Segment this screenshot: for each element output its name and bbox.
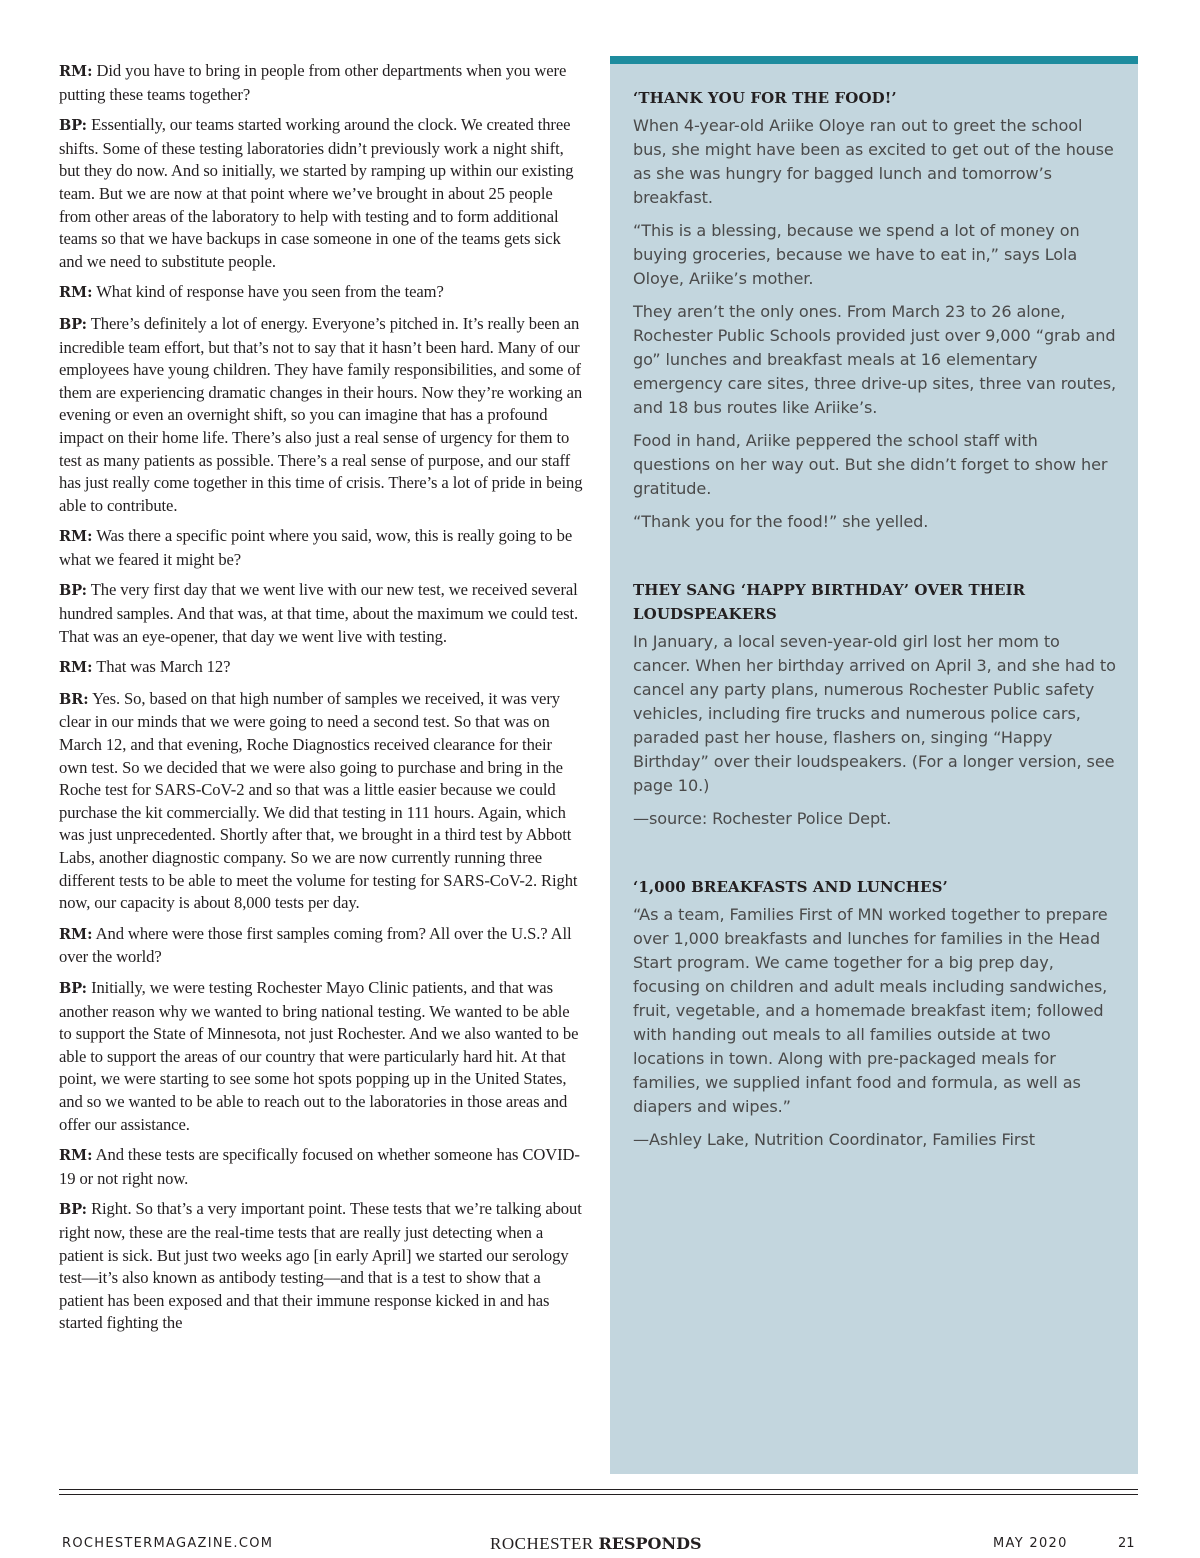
interview-entry bbox=[59, 114, 584, 273]
sidebar-paragraph: “This is a blessing, because we spend a lot of money on buying groceries, because we have to eat in,” says Lola Oloye, Ariike’s mother. bbox=[633, 221, 1080, 288]
interview-entry bbox=[59, 1198, 584, 1335]
speaker-label: RM: bbox=[59, 925, 93, 943]
interview-entry bbox=[59, 656, 584, 680]
interview-text: And these tests are specifically focused on whether someone has COVID-19 or not right now. bbox=[59, 1145, 580, 1188]
speaker-label: RM: bbox=[59, 284, 93, 302]
footer-section-title bbox=[490, 1534, 702, 1554]
interview-entry bbox=[59, 923, 584, 969]
interview-text: Essentially, our teams started working around the clock. We created three shifts. Some of these testing laboratories didn’t previously work a night shift, but they do now. And so initially, we started by ramping up within our existing team. But we are now at that point where we’ve brought in about 25 people from other areas of the laboratory to help with testing and to form additional teams so that we have backups in case someone in one of the teams gets sick and we need to substitute people. bbox=[59, 115, 574, 271]
sidebar-paragraph: They aren’t the only ones. From March 23 to 26 alone, Rochester Public Schools provided just over 9,000 “grab and go” lunches and breakfast meals at 16 elementary emergency care sites, three drive-up sites, three van routes, and 18 bus routes like Ariike’s. bbox=[633, 302, 1117, 417]
footer-issue-date: MAY 2020 bbox=[993, 1536, 1068, 1551]
community-sidebar bbox=[610, 56, 1138, 1474]
interview-text: Did you have to bring in people from other departments when you were putting these teams together? bbox=[59, 61, 567, 104]
speaker-label: RM: bbox=[59, 63, 93, 80]
sidebar-paragraph: Food in hand, Ariike peppered the school staff with questions on her way out. But she didn’t forget to show her gratitude. bbox=[633, 431, 1108, 498]
interview-entry bbox=[59, 281, 584, 305]
interview-entry bbox=[59, 525, 584, 571]
footer-page-number: 21 bbox=[1118, 1536, 1135, 1551]
interview-text: Right. So that’s a very important point. These tests that we’re talking about right now, these are the real-time tests that are really just detecting when a patient is sick. But just two weeks ago [in early April] we started our serology test—it’s also known as antibody testing—and that is a test to show that a patient has been exposed and that their immune response kicked in and has started fighting the bbox=[59, 1199, 582, 1333]
interview-text: Yes. So, based on that high number of samples we received, it was very clear in our minds that we were going to need a second test. So that was on March 12, and that evening, Roche Diagnostics received clearance for their own test. So we decided that we were also going to purchase and bring in the Roche test for SARS-CoV-2 and so that was a little easier because we could purchase the kit commercially. We did that testing in 111 hours. Again, which was just unprecedented. Shortly after that, we brought in a third test by Abbott Labs, another diagnostic company. So we are now currently running three different tests to be able to meet the volume for testing for SARS-CoV-2. Right now, our capacity is about 8,000 tests per day. bbox=[59, 688, 578, 913]
sidebar-source: —source: Rochester Police Dept. bbox=[633, 809, 892, 828]
interview-entry bbox=[59, 313, 584, 517]
interview-entry bbox=[59, 977, 584, 1136]
footer-rule bbox=[59, 1494, 1138, 1495]
sidebar-accent-bar bbox=[610, 56, 1138, 64]
sidebar-paragraph: When 4-year-old Ariike Oloye ran out to greet the school bus, she might have been as excited to get out of the house as she was hungry for bagged lunch and tomorrow’s breakfast. bbox=[633, 116, 1114, 207]
interview-column bbox=[59, 60, 584, 1343]
sidebar-paragraph: In January, a local seven-year-old girl lost her mom to cancer. When her birthday arrived on April 3, and she had to cancel any party plans, numerous Rochester Public safety vehicles, including fire trucks and numerous police cars, paraded past her house, flashers on, singing “Happy Birthday” over their loudspeakers. (For a longer version, see page 10.) bbox=[633, 632, 1116, 795]
speaker-label: RM: bbox=[59, 659, 93, 677]
interview-entry bbox=[59, 1144, 584, 1190]
interview-text: What kind of response have you seen from the team? bbox=[96, 282, 444, 302]
sidebar-heading: THEY SANG ‘HAPPY BIRTHDAY’ OVER THEIR LOUDSPEAKERS bbox=[633, 581, 1026, 623]
sidebar-heading: ‘1,000 BREAKFASTS AND LUNCHES’ bbox=[633, 878, 948, 896]
sidebar-content bbox=[610, 64, 1138, 1152]
footer-website: ROCHESTERMAGAZINE.COM bbox=[62, 1536, 274, 1551]
speaker-label: BP: bbox=[59, 979, 87, 997]
footer-section-light: ROCHESTER bbox=[490, 1534, 594, 1553]
sidebar-section-food bbox=[633, 86, 1118, 534]
footer-section-bold: RESPONDS bbox=[598, 1534, 702, 1553]
interview-text: Was there a specific point where you said, wow, this is really going to be what we feared it might be? bbox=[59, 526, 573, 569]
interview-entry bbox=[59, 688, 584, 915]
interview-text: The very first day that we went live with our new test, we received several hundred samples. And that was, at that time, about the maximum we could test. That was an eye-opener, that day we went live with testing. bbox=[59, 580, 579, 646]
sidebar-attribution: —Ashley Lake, Nutrition Coordinator, Families First bbox=[633, 1130, 1035, 1149]
sidebar-section-breakfasts bbox=[633, 875, 1118, 1152]
sidebar-section-birthday bbox=[633, 578, 1118, 831]
interview-entry bbox=[59, 579, 584, 648]
footer-rule bbox=[59, 1489, 1138, 1490]
sidebar-paragraph: “As a team, Families First of MN worked together to prepare over 1,000 breakfasts and lunches for families in the Head Start program. We came together for a big prep day, focusing on children and adult meals including sandwiches, fruit, vegetable, and a homemade breakfast item; followed with handing out meals to all families outside at two locations in town. Along with pre-packaged meals for families, we supplied infant food and formula, as well as diapers and wipes.” bbox=[633, 905, 1108, 1116]
speaker-label: BP: bbox=[59, 582, 87, 600]
speaker-label: RM: bbox=[59, 1147, 93, 1165]
sidebar-paragraph: “Thank you for the food!” she yelled. bbox=[633, 512, 929, 531]
speaker-label: RM: bbox=[59, 528, 93, 546]
interview-text: There’s definitely a lot of energy. Everyone’s pitched in. It’s really been an incredible team effort, but that’s not to say that it hasn’t been hard. Many of our employees have young children. They have family responsibilities, and some of them are experiencing dramatic changes in their hours. Now they’re working an evening or even an overnight shift, so you can imagine that has a profound impact on their home life. There’s also just a real sense of urgency for them to test as many patients as possible. There’s a real sense of purpose, and our staff has just really come together in this time of crisis. There’s a lot of pride in being able to contribute. bbox=[59, 313, 583, 515]
sidebar-heading: ‘THANK YOU FOR THE FOOD!’ bbox=[633, 89, 897, 107]
interview-text: And where were those first samples coming from? All over the U.S.? All over the world? bbox=[59, 923, 572, 967]
speaker-label: BR: bbox=[59, 690, 89, 708]
speaker-label: BP: bbox=[59, 315, 87, 333]
speaker-label: BP: bbox=[59, 1201, 87, 1219]
interview-entry bbox=[59, 60, 584, 106]
speaker-label: BP: bbox=[59, 117, 87, 135]
interview-text: Initially, we were testing Rochester Mayo Clinic patients, and that was another reason why we wanted to bring national testing. We wanted to be able to support the State of Minnesota, not just Rochester. And we also wanted to be able to support the areas of our country that were particularly hard hit. At that point, we were starting to see some hot spots popping up in the United States, and so we wanted to be able to reach out to the laboratories in those areas and offer our assistance. bbox=[59, 977, 579, 1134]
interview-text: That was March 12? bbox=[96, 657, 231, 677]
